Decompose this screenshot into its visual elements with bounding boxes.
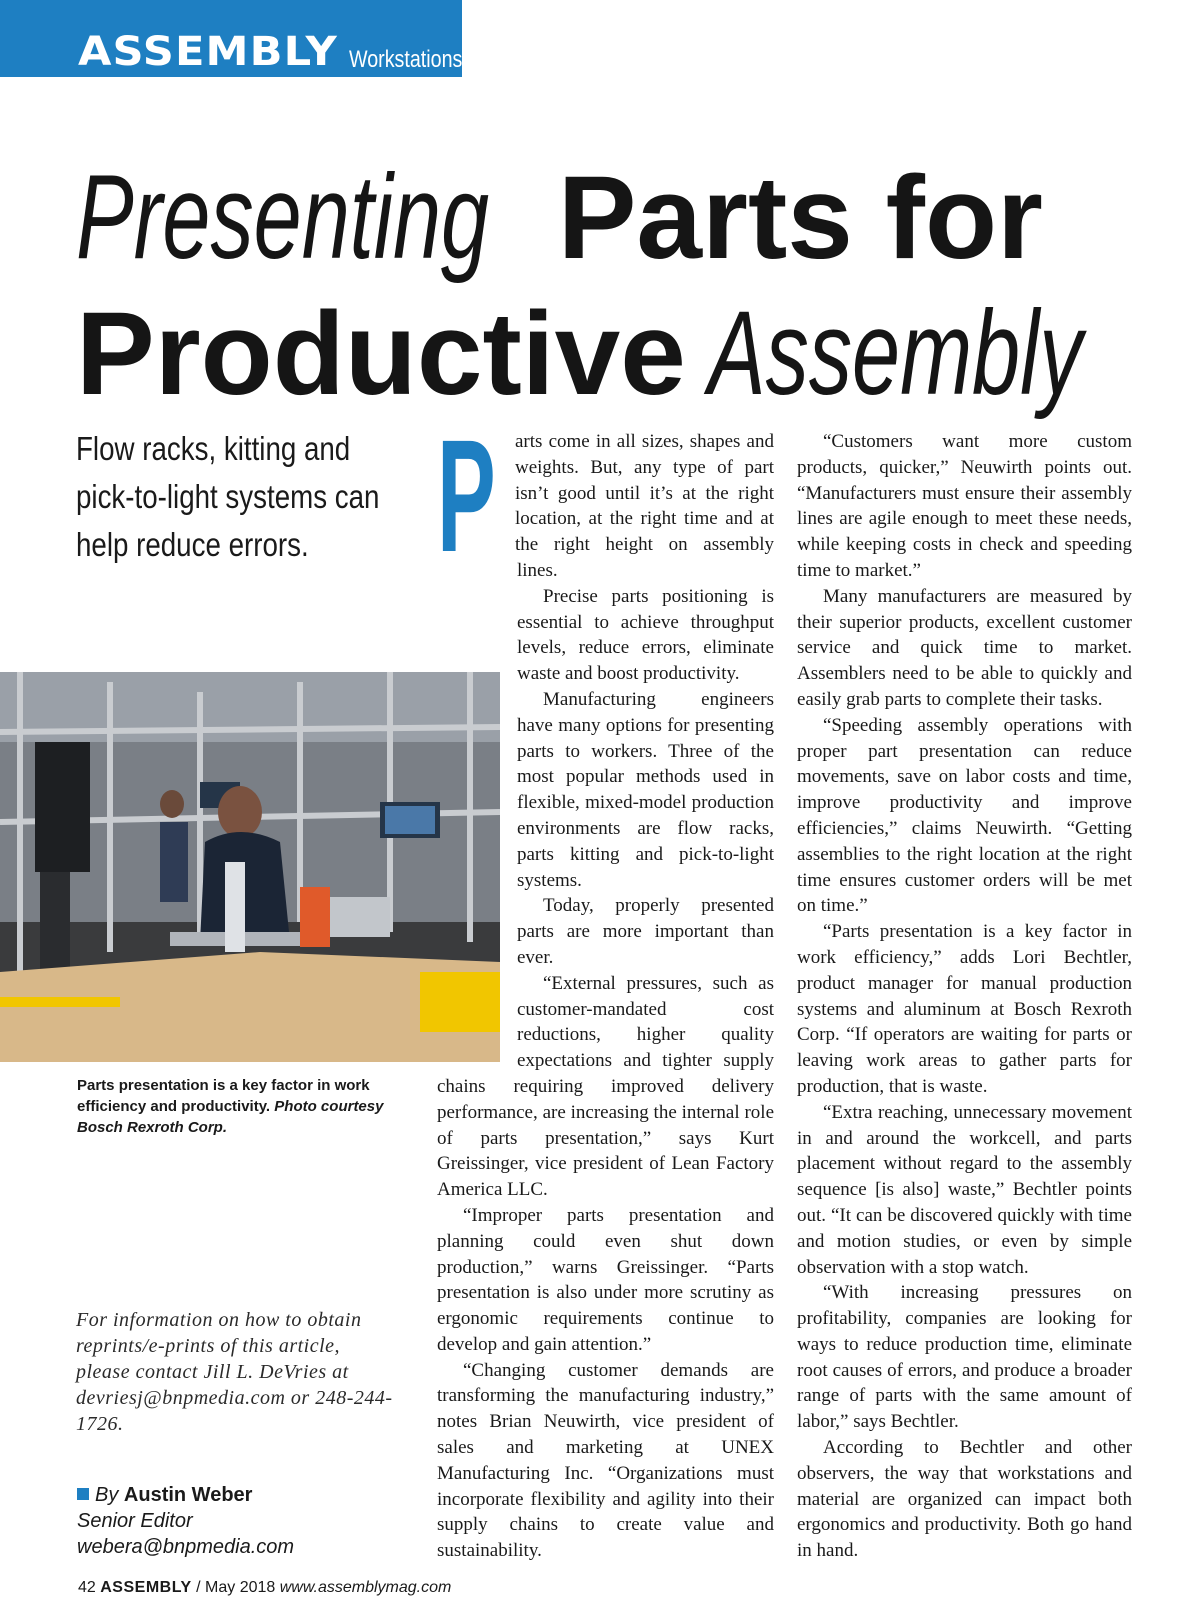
- article-deck: Flow racks, kitting and pick-to-light systems can help reduce errors.: [76, 430, 380, 563]
- caption-text: Parts presentation is a key factor in work efficiency and productivity.: [77, 1077, 370, 1115]
- paragraph: “Improper parts presentation and planning could even shut down production,” warns Greissinger. “Parts presentation is also under more scrutiny as ergonomic requirements continue to develop and gain attention.”: [437, 1204, 774, 1355]
- factory-photo-illustration: [0, 672, 500, 1062]
- byline: [77, 1482, 397, 1560]
- headline-bold-words: Parts for: [557, 152, 1043, 284]
- paragraph: Many manufacturers are measured by their superior products, excellent customer service and quick time to market. Assemblers need to be able to quickly and easily grab parts to complete their tasks.: [797, 585, 1132, 710]
- photo-credit: Photo courtesy Bosch Rexroth Corp.: [77, 1098, 384, 1136]
- article-column-3: [797, 429, 1132, 1564]
- paragraph: “Speeding assembly operations with proper part presentation can reduce movements, save on labor costs and time, improve productivity and improve efficiencies,” claims Neuwirth. “Getting assemblies to the right location at the right time ensures customer orders will be met on time.”: [797, 714, 1132, 917]
- paragraph: “With increasing pressures on profitability, companies are looking for ways to reduce production time, eliminate root causes of errors, and produce a broader range of parts with the same amount of labor,” says Bechtler.: [797, 1282, 1132, 1433]
- page-footer: [78, 1578, 451, 1598]
- paragraph: Precise parts positioning is essential to achieve throughput levels, reduce errors, eliminate waste and boost productivity.: [517, 585, 774, 685]
- byline-by: By: [95, 1484, 119, 1506]
- drop-cap: P: [437, 406, 496, 585]
- section-title: ASSEMBLY: [78, 29, 338, 75]
- article-column-2: [437, 406, 774, 1564]
- footer-brand: ASSEMBLY: [100, 1579, 192, 1596]
- headline-bold-word: Productive: [76, 288, 686, 420]
- bullet-square-icon: [77, 1488, 89, 1500]
- paragraph: “Extra reaching, unnecessary movement in and around the workcell, and parts placement without regard to the assembly sequence [is also] waste,” Bechtler points out. “It can be discovered quickly with time and motion studies, or even by simple observation with a stop watch.: [797, 1101, 1132, 1278]
- author-role: Senior Editor: [77, 1510, 193, 1532]
- paragraph: “Customers want more custom products, quicker,” Neuwirth points out. “Manufacturers must ensure their assembly lines are agile enough to meet these needs, while keeping costs in check and speeding time to market.”: [797, 431, 1132, 581]
- photo-caption: [77, 1075, 397, 1138]
- reprint-note: For information on how to obtain reprints/e-prints of this article, please contact Jill L. DeVries at devriesj@bnpmedia.com or 248-244-1726.: [76, 1309, 393, 1435]
- headline-italic-word-2: Assembly: [707, 286, 1083, 420]
- paragraph: “Changing customer demands are transforming the manufacturing industry,” notes Brian Neuwirth, vice president of sales and marketing at UNEX Manufacturing Inc. “Organizations must incorporate flexibility and agility into their supply chains to create value and sustainability.: [437, 1359, 774, 1562]
- headline-line-2: [76, 288, 1200, 418]
- paragraph: “External pressures, such as customer-mandated cost reductions, higher quality expectations and tighter supply chains requiring improved delivery performance, are increasing the internal role of parts presentation,” says Kurt Greissinger, vice president of Lean Factory America LLC.: [437, 972, 774, 1201]
- paragraph: “Parts presentation is a key factor in work efficiency,” adds Lori Bechtler, product manager for manual production systems and aluminum at Bosch Rexroth Corp. “If operators are waiting for parts or leaving work areas to gather parts for production, that is waste.: [797, 921, 1132, 1097]
- article-photo: [0, 672, 500, 1062]
- paragraph: Manufacturing engineers have many options for presenting parts to workers. Three of the most popular methods used in flexible, mixed-model production environments are flow racks, parts kitting and pick-to-light systems.: [517, 688, 774, 891]
- page-number: 42: [78, 1579, 96, 1596]
- headline-line-1: [76, 152, 1043, 282]
- author-email: webera@bnpmedia.com: [77, 1536, 295, 1558]
- issue-date: / May 2018: [196, 1579, 276, 1596]
- paragraph: arts come in all sizes, shapes and weights. But, any type of part isn’t good until it’s at the right location, at the right time and at the right height on assembly lines.: [515, 431, 774, 581]
- paragraph: Today, properly presented parts are more important than ever.: [517, 895, 774, 968]
- section-banner: [0, 0, 462, 77]
- footer-url[interactable]: www.assemblymag.com: [279, 1579, 452, 1596]
- section-subtitle: Workstations: [349, 46, 463, 73]
- headline-italic-word: Presenting: [76, 150, 490, 284]
- paragraph: According to Bechtler and other observers, the way that workstations and material are organized can impact both ergonomics and productivity. Both go hand in hand.: [797, 1437, 1132, 1562]
- author-name: Austin Weber: [123, 1484, 253, 1506]
